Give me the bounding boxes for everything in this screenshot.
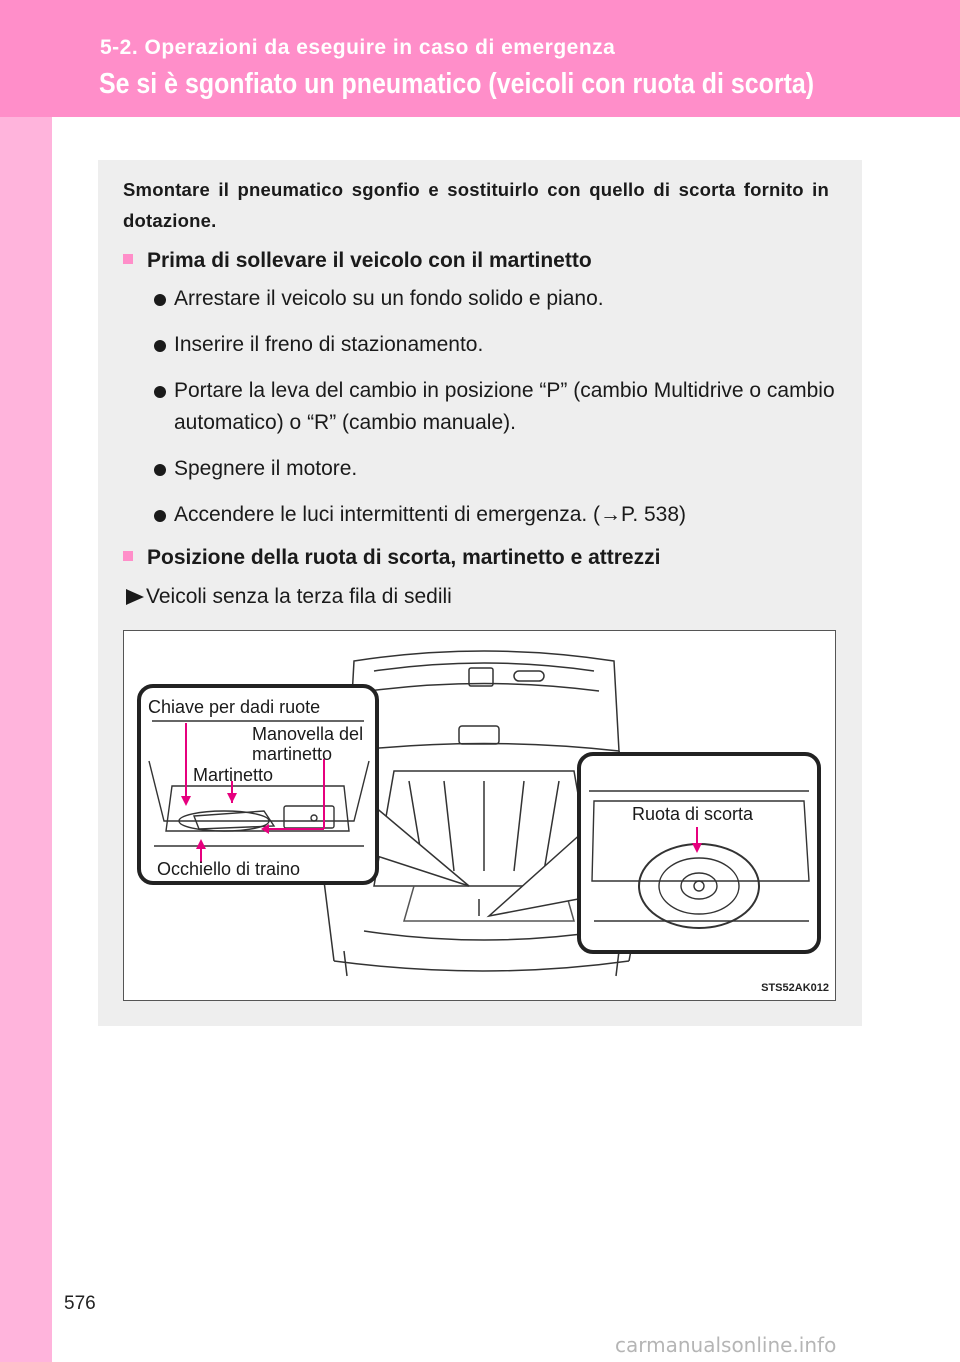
round-bullet-icon bbox=[154, 386, 166, 398]
page-header bbox=[0, 0, 960, 117]
side-strip bbox=[0, 117, 52, 1362]
callout-wheel-wrench: Chiave per dadi ruote bbox=[148, 697, 321, 717]
round-bullet-icon bbox=[154, 340, 166, 352]
bullet-item: Portare la leva del cambio in posizione “P” (cambio Multidrive o cambio automatico) o “R” (cambio manuale). bbox=[150, 375, 840, 439]
figure-code: STS52AK012 bbox=[761, 982, 829, 994]
heading-before-lifting: Prima di sollevare il veicolo con il martinetto bbox=[123, 249, 592, 273]
intro-text: Smontare il pneumatico sgonfio e sostituirlo con quello di scorta fornito in dotazione. bbox=[123, 179, 829, 231]
vehicle-variant-note: Veicoli senza la terza fila di sedili bbox=[126, 585, 452, 609]
bullet-item: Accendere le luci intermittenti di emergenza. (→P. 538) bbox=[150, 499, 840, 531]
trunk-illustration bbox=[123, 630, 836, 1001]
bullet-item: Arrestare il veicolo su un fondo solido e piano. bbox=[150, 283, 840, 315]
callout-jack-handle: Manovella del martinetto bbox=[252, 724, 364, 764]
heading-spare-location: Posizione della ruota di scorta, martinetto e attrezzi bbox=[123, 546, 660, 570]
callout-spare-wheel: Ruota di scorta bbox=[632, 804, 754, 824]
tailgate-outline bbox=[349, 651, 619, 751]
triangle-pointer-icon bbox=[126, 589, 144, 605]
content-box bbox=[98, 160, 862, 1026]
callout-jack: Martinetto bbox=[193, 765, 274, 785]
page-number: 576 bbox=[64, 1293, 96, 1314]
watermark: carmanualsonline.info bbox=[615, 1333, 837, 1357]
round-bullet-icon bbox=[154, 510, 166, 522]
round-bullet-icon bbox=[154, 294, 166, 306]
round-bullet-icon bbox=[154, 464, 166, 476]
callout-tow-eye: Occhiello di traino bbox=[157, 859, 301, 879]
page-title: Se si è sgonfiato un pneumatico (veicoli con ruota di scorta) bbox=[99, 68, 815, 100]
spare-wheel-inset bbox=[579, 754, 819, 952]
section-label: 5-2. Operazioni da eseguire in caso di emergenza bbox=[100, 36, 616, 59]
bullet-item: Inserire il freno di stazionamento. bbox=[150, 329, 840, 361]
square-bullet-icon bbox=[123, 551, 133, 561]
bullet-item: Spegnere il motore. bbox=[150, 453, 840, 485]
square-bullet-icon bbox=[123, 254, 133, 264]
